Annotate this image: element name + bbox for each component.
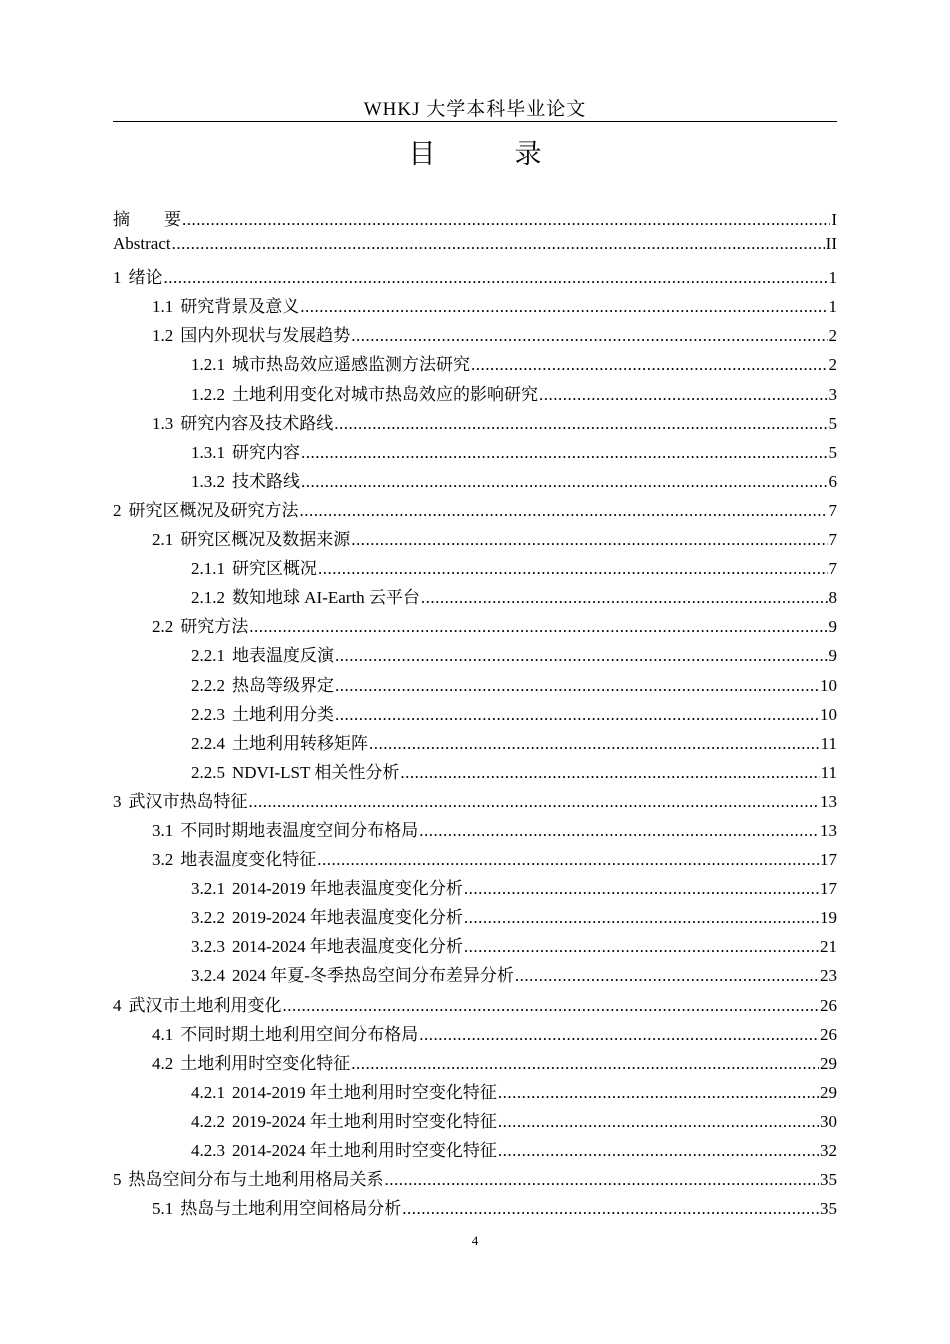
toc-entry-number: 2.2.2 [191,675,225,695]
toc-leader-dots [515,966,819,986]
toc-entry-text: 2014-2019 年土地利用时空变化特征 [232,1082,497,1102]
toc-entry-text: 2014-2019 年地表温度变化分析 [232,879,463,899]
toc-leader-dots [335,676,819,696]
toc-leader-dots [301,472,828,492]
toc-leader-dots [300,501,828,521]
toc-entry-text: 不同时期地表温度空间分布格局 [180,820,419,840]
toc-entry-number: 3.2 [152,850,174,870]
toc-entry-page: 29 [820,1082,837,1102]
toc-entry-number: 3.2.3 [191,937,225,957]
toc-entry-label [191,1107,497,1132]
toc-entry-text: 热岛与土地利用空间格局分析 [180,1199,402,1219]
toc-entry[interactable] [113,1049,837,1078]
page-number: 4 [471,1233,479,1248]
toc-entry-page: 30 [820,1111,837,1131]
toc-entry-label [152,1194,401,1219]
toc-leader-dots [182,210,830,230]
toc-entry-number: 4.2.1 [191,1082,225,1102]
toc-entry-label [191,700,334,725]
toc-entry-label [152,816,418,841]
toc-entry[interactable] [113,438,837,467]
toc-entry-number: 4.2.3 [191,1141,225,1160]
toc-entry-page: 2 [828,355,837,375]
toc-entry-label [191,961,514,986]
toc-entry-number: 3.1 [152,820,174,840]
toc-leader-dots [283,996,820,1016]
toc-entry-page: 9 [828,617,837,637]
toc-entry-number: 2.1 [152,530,174,550]
toc-leader-dots [464,908,819,928]
toc-entry[interactable] [113,380,837,409]
toc-entry-page: 13 [820,791,837,811]
toc-entry-label [113,787,248,812]
toc-entry-label [191,467,300,492]
toc-entry-page: 17 [820,850,837,870]
toc-entry-page: 5 [828,442,837,462]
toc-entry-label [152,292,299,317]
toc-entry[interactable] [113,263,837,292]
toc-entry-label [113,234,171,254]
toc-entry-label [152,525,350,550]
toc-entry-page: 8 [828,588,837,608]
toc-leader-dots [402,1199,819,1219]
toc-entry-label [152,612,248,637]
toc-entry-number: 2 [113,500,122,520]
toc-entry-number: 3.2.1 [191,879,225,899]
toc-entry-label [191,350,470,375]
toc-entry[interactable] [113,234,837,263]
toc-leader-dots [464,937,819,957]
toc-entry[interactable] [113,1020,837,1049]
toc-leader-dots [385,1170,820,1190]
toc-entry[interactable] [113,991,837,1020]
toc-entry-page: 11 [820,762,837,782]
toc-entry-number: 4.2 [152,1053,174,1073]
toc-entry-number: 2.2.4 [191,733,225,753]
toc-entry-number: 2.2.1 [191,646,225,666]
toc-entry-label [191,932,463,957]
toc-entry-text: 摘 要 [113,210,181,229]
toc-leader-dots [351,530,827,550]
toc-entry-label [191,1078,497,1103]
toc-entry-number: 1.2.2 [191,384,225,404]
toc-entry-label [152,845,316,870]
toc-entry-text: 不同时期土地利用空间分布格局 [180,1024,419,1044]
toc-entry-text: 地表温度反演 [232,646,334,666]
toc-entry[interactable] [113,874,837,903]
toc-entry-page: 9 [828,646,837,666]
toc-entry-page: 21 [820,937,837,957]
toc-entry-text: Abstract [113,234,171,254]
toc-entry-page: 35 [820,1199,837,1219]
toc-entry[interactable] [113,205,837,234]
toc-entry-label [152,321,350,346]
toc-entry-label [191,641,334,666]
toc-entry-label [113,991,282,1016]
toc-entry-page: 7 [828,530,837,550]
toc-entry[interactable] [113,729,837,758]
toc-leader-dots [464,879,819,899]
toc-leader-dots [335,646,828,666]
toc-leader-dots [300,297,827,317]
toc-entry-label [152,1020,418,1045]
toc-entry-page: 11 [820,733,837,753]
toc-entry[interactable] [113,554,837,583]
toc-entry-number: 1.1 [152,297,174,317]
toc-entry-label [191,903,463,928]
toc-entry-text: 研究区概况及研究方法 [128,500,299,520]
toc-entry-number: 3 [113,791,122,811]
page-title: 目 录 [408,139,568,169]
toc-entry-number: 2.1.2 [191,588,225,608]
toc-entry[interactable] [113,1078,837,1107]
toc-entry-number: 5 [113,1170,122,1190]
toc-entry-text: 2019-2024 年土地利用时空变化特征 [232,1111,497,1131]
toc-entry-text: 数知地球 AI-Earth 云平台 [232,588,420,608]
toc-entry-page: 13 [820,820,837,840]
toc-entry-number: 1.3 [152,413,174,433]
toc-entry-page: 7 [828,500,837,520]
toc-entry-text: 研究背景及意义 [180,297,300,317]
toc-leader-dots [351,326,827,346]
toc-entry-number: 1.2.1 [191,355,225,375]
toc-entry-page: 26 [820,1024,837,1044]
toc-entry[interactable] [113,903,837,932]
toc-entry-page: 6 [828,471,837,491]
toc-entry-text: 研究区概况及数据来源 [180,530,351,550]
toc-entry-number: 3.2.2 [191,908,225,928]
toc-leader-dots [498,1112,819,1132]
toc-entry-label [191,1136,497,1161]
toc-entry-page: 1 [828,297,837,317]
toc-entry-page: 3 [828,384,837,404]
toc-entry-page: 35 [820,1170,837,1190]
toc-entry-page: 29 [820,1053,837,1073]
toc-entry[interactable] [113,1165,837,1194]
toc-entry[interactable] [113,583,837,612]
toc-entry[interactable] [113,612,837,641]
toc-entry[interactable] [113,525,837,554]
toc-entry-number: 2.2 [152,617,174,637]
toc-entry[interactable] [113,350,837,379]
toc-leader-dots [498,1083,819,1103]
toc-entry-label [191,583,420,608]
toc-leader-dots [301,443,828,463]
toc-entry-number: 2.2.3 [191,704,225,724]
toc-entry-label [113,205,181,230]
toc-entry-text: 土地利用变化对城市热岛效应的影响研究 [232,384,538,404]
toc-entry-text: 国内外现状与发展趋势 [180,326,351,346]
toc-entry[interactable] [113,467,837,496]
toc-entry[interactable] [113,787,837,816]
toc-entry-text: 武汉市热岛特征 [128,791,248,811]
toc-entry[interactable] [113,321,837,350]
toc-entry[interactable] [113,641,837,670]
toc-leader-dots [164,268,828,288]
toc-entry-text: 2024 年夏-冬季热岛空间分布差异分析 [232,966,514,986]
toc-entry[interactable] [113,496,837,525]
toc-entry-text: 土地利用分类 [232,704,334,724]
toc-entry-text: 武汉市土地利用变化 [128,995,282,1015]
table-of-contents [113,205,837,1223]
toc-entry-text: 土地利用转移矩阵 [232,733,368,753]
toc-entry-number: 1.3.1 [191,442,225,462]
toc-entry-page: 23 [820,966,837,986]
toc-entry-text: 土地利用时空变化特征 [180,1053,351,1073]
toc-entry-number: 2.2.5 [191,762,225,782]
toc-entry-page: 10 [820,704,837,724]
toc-entry-page: 26 [820,995,837,1015]
toc-entry-page: 7 [828,559,837,579]
toc-entry[interactable] [113,932,837,961]
toc-entry-number: 1 [113,268,122,288]
toc-entry-label [113,1165,384,1190]
toc-entry-label [191,758,399,783]
toc-entry-page: II [825,234,837,254]
toc-entry-number: 5.1 [152,1199,174,1219]
toc-entry-text: 2014-2024 年地表温度变化分析 [232,937,463,957]
toc-leader-dots [334,414,827,434]
toc-entry-number: 1.2 [152,326,174,346]
toc-entry[interactable] [113,816,837,845]
toc-entry-text: 研究内容及技术路线 [180,413,334,433]
toc-leader-dots [351,1054,819,1074]
toc-leader-dots [317,850,819,870]
toc-entry-page: 2 [828,326,837,346]
toc-entry-number: 3.2.4 [191,966,225,986]
toc-entry-page: 19 [820,908,837,928]
toc-entry-text: 2019-2024 年地表温度变化分析 [232,908,463,928]
toc-entry-label [152,409,333,434]
toc-entry-label [113,496,299,521]
toc-entry[interactable] [113,700,837,729]
toc-entry-page: 1 [828,268,837,288]
toc-entry-text: NDVI-LST 相关性分析 [232,762,400,782]
toc-entry-label [191,874,463,899]
toc-entry-label [152,1049,350,1074]
toc-entry-number: 1.3.2 [191,471,225,491]
header-rule [113,121,837,122]
toc-leader-dots [419,1025,819,1045]
toc-entry-text: 热岛等级界定 [232,675,334,695]
toc-entry[interactable] [113,671,837,700]
toc-entry-text: 绪论 [128,268,163,288]
toc-entry[interactable] [113,758,837,787]
toc-entry[interactable] [113,1107,837,1136]
toc-leader-dots [498,1141,819,1161]
toc-leader-dots [419,821,819,841]
toc-leader-dots [369,734,820,754]
toc-entry[interactable] [113,292,837,321]
toc-entry[interactable] [113,961,837,990]
toc-entry-text: 热岛空间分布与土地利用格局关系 [128,1170,384,1190]
toc-entry-label [191,671,334,696]
toc-entry-page: 5 [828,413,837,433]
toc-entry-text: 技术路线 [232,471,300,491]
toc-entry-text: 城市热岛效应遥感监测方法研究 [232,355,470,375]
toc-leader-dots [421,588,828,608]
toc-entry[interactable] [113,409,837,438]
toc-leader-dots [249,617,827,637]
toc-entry-label [113,263,163,288]
toc-leader-dots [400,763,819,783]
toc-entry-number: 4.2.2 [191,1111,225,1131]
toc-entry-label [191,729,368,754]
toc-leader-dots [172,234,825,254]
toc-leader-dots [318,559,828,579]
toc-entry-number: 2.1.1 [191,559,225,579]
toc-leader-dots [249,792,820,812]
toc-entry-page: 32 [820,1141,837,1160]
toc-leader-dots [539,385,828,405]
toc-entry-text: 地表温度变化特征 [180,850,317,870]
toc-entry[interactable] [113,1136,837,1165]
toc-entry-label [191,554,317,579]
toc-entry-text: 研究区概况 [232,559,317,579]
toc-entry-text: 研究方法 [180,617,249,637]
toc-entry-text: 研究内容 [232,442,300,462]
toc-entry-page: 17 [820,879,837,899]
toc-entry-label [191,438,300,463]
toc-entry-label [191,380,538,405]
running-header: WHKJ 大学本科毕业论文 [363,99,587,120]
toc-leader-dots [335,705,819,725]
toc-entry-number: 4 [113,995,122,1015]
toc-entry-page: I [831,210,837,229]
toc-entry-text: 2014-2024 年土地利用时空变化特征 [232,1141,497,1160]
toc-entry[interactable] [113,845,837,874]
toc-entry-page: 10 [820,675,837,695]
toc-leader-dots [471,355,828,375]
toc-entry-number: 4.1 [152,1024,174,1044]
toc-entry[interactable] [113,1194,837,1223]
